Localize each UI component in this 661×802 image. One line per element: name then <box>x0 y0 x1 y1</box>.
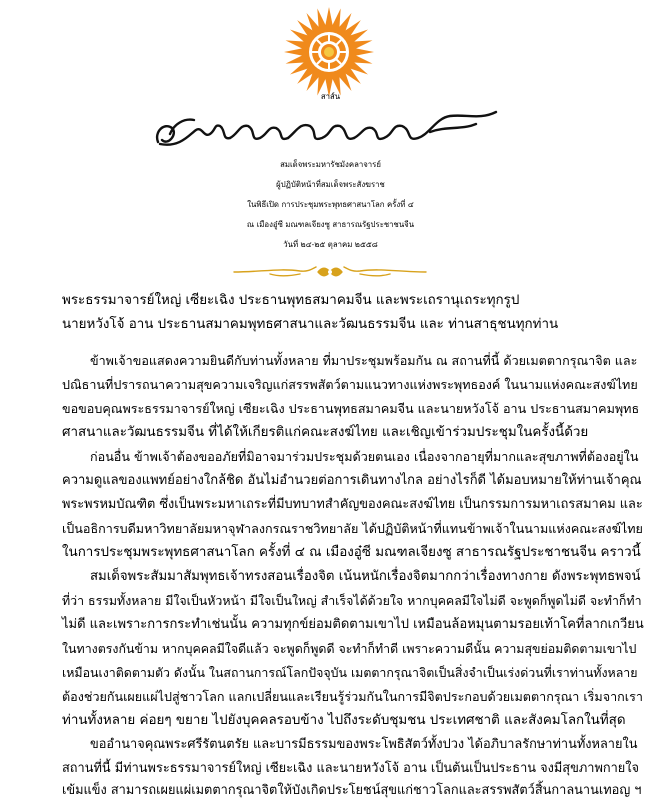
event-location: ณ เมืองอู๋ซี มณฑลเจียงซู สาธารณรัฐประชาชนจีน <box>246 220 415 229</box>
author-name: สมเด็จพระมหารัชมังคลาจารย์ <box>280 160 381 169</box>
author-role: ผู้ปฏิบัติหน้าที่สมเด็จพระสังฆราช <box>276 180 385 189</box>
salutation-line: พระธรรมาจารย์ใหญ่ เซียะเฉิง ประธานพุทธสมาคมจีน และพระเถรานุเถระทุกรูป <box>62 293 520 308</box>
dharma-wheel-seal-icon <box>283 6 375 98</box>
event-name: ในพิธีเปิด การประชุมพระพุทธศาสนาโลก ครั้งที่ ๔ <box>247 200 414 209</box>
handwritten-signature-icon <box>150 104 510 156</box>
message-page: สาส์น สมเด็จพระมหารัชมังคลาจารย์ ผู้ปฏิบัติหน้าที่สมเด็จพระสังฆราช ในพิธีเปิด การประชุมพระพุทธศาสนาโลก ครั้งที่ ๔ ณ เมืองอู๋ซี มณฑลเจียงซู สาธารณรัฐประชาชนจีน วันที่ ๒๔-๒๕ ตุลาคม ๒๕๕๘ พระธรรมาจารย์ใหญ่ เซียะเฉิง ประธานพุทธสมาคมจีน และพระเถรานุเถระทุกรูป นายหวังโจ้ อาน ประธานสมาคมพุทธศาสนาและวัฒนธรรมจีน และ ท่านสาธุชนทุกท่าน ข้าพเจ้าขอแสดงความยินดีกับท่านทั้งหลาย ที่มาประชุมพร้อมกัน ณ สถานที่นี้ ด้วยเมตตากรุณาจิต และ ปณิธานที่ปรารถนาความสุขความเจริญแก่สรรพสัตว์ตามแนวทางแห่งพระพุทธองค์ ในนามแห่งคณะสงฆ์ไทย ขอขอบคุณพระธรรมาจารย์ใหญ่ เซียะเฉิง ประธานพุทธสมาคมจีน และนายหวังโจ้ อาน ประธานสมาคมพุทธ ศาสนาและวัฒนธรรมจีน ที่ได้ให้เกียรติแก่คณะสงฆ์ไทย และเชิญเข้าร่วมประชุมในครั้งนี้ด้วย ก่อนอื่น ข้าพเจ้าต้องขออภัยที่มิอาจมาร่วมประชุมด้วยตนเอง เนื่องจากอายุที่มากและสุขภาพที่ต้องอยู่ใน ความดูแลของแพทย์อย่างใกล้ชิด อันไม่อำนวยต่อการเดินทางไกล อย่างไรก็ดี ได้มอบหมายให้ท่านเจ้าคุณ พระพรหมบัณฑิต ซึ่งเป็นพระมหาเถระที่มีบทบาทสำคัญของคณะสงฆ์ไทย เป็นกรรมการมหาเถรสมาคม และ เป็นอธิการบดีมหาวิทยาลัยมหาจุฬาลงกรณราชวิทยาลัย ได้ปฏิบัติหน้าที่แทนข้าพเจ้าในนามแห่งคณะสงฆ์ไทย ในการประชุมพระพุทธศาสนาโลก ครั้งที่ ๔ ณ เมืองอู๋ซี มณฑลเจียงซู สาธารณรัฐประชาชนจีน คราวนี้ สมเด็จพระสัมมาสัมพุทธเจ้าทรงสอนเรื่องจิต เน้นหนักเรื่องจิตมากกว่าเรื่องทางกาย ดังพระพุทธพจน์ ที่ว่า ธรรมทั้งหลาย มีใจเป็นหัวหน้า มีใจเป็นใหญ่ สำเร็จได้ด้วยใจ หากบุคคลมีใจไม่ดี จะพูดก็พูดไม่ดี จะทำก็ทำ ไม่ดี และเพราะการกระทำเช่นนั้น ความทุกข์ย่อมติดตามเขาไป เหมือนล้อหมุนตามรอยเท้าโคที่ลากเกวียน ในทางตรงกันข้าม หากบุคคลมีใจดีแล้ว จะพูดก็พูดดี จะทำก็ทำดี เพราะความดีนั้น ความสุขย่อมติดตามเขาไป เหมือนเงาติดตามตัว ดังนั้น ในสถานการณ์โลกปัจจุบัน เมตตากรุณาจิตเป็นสิ่งจำเป็นเร่งด่วนที่เราท่านทั้งหลาย ต้องช่วยกันเผยแผ่ไปสู่ชาวโลก แลกเปลี่ยนและเรียนรู้ร่วมกันในการมีจิตประกอบด้วยเมตตากรุณา เริ่มจากเรา ท่านทั้งหลาย ค่อยๆ ขยาย ไปยังบุคคลรอบข้าง ไปถึงระดับชุมชน ประเทศชาติ และสังคมโลกในที่สุด ขออำนาจคุณพระศรีรัตนตรัย และบารมีธรรมของพระโพธิสัตว์ทั้งปวง ได้อภิบาลรักษาท่านทั้งหลายใน สถานที่นี้ มีท่านพระธรรมาจารย์ใหญ่ เซียะเฉิง และนายหวังโจ้ อาน เป็นต้นเป็นประธาน จงมีสุขภาพกายใจ เข้มแข็ง สามารถเผยแผ่เมตตากรุณาจิตให้บังเกิดประโยชน์สุขแก่ชาวโลกและสรรพสัตว์สิ้นกาลนานเทอญ ฯ <box>0 0 661 800</box>
thai-decorative-divider-icon <box>230 263 430 281</box>
salutation-line: นายหวังโจ้ อาน ประธานสมาคมพุทธศาสนาและวัฒนธรรมจีน และ ท่านสาธุชนทุกท่าน <box>62 317 559 332</box>
message-title: สาส์น <box>320 92 341 101</box>
event-date: วันที่ ๒๔-๒๕ ตุลาคม ๒๕๕๘ <box>283 240 378 249</box>
